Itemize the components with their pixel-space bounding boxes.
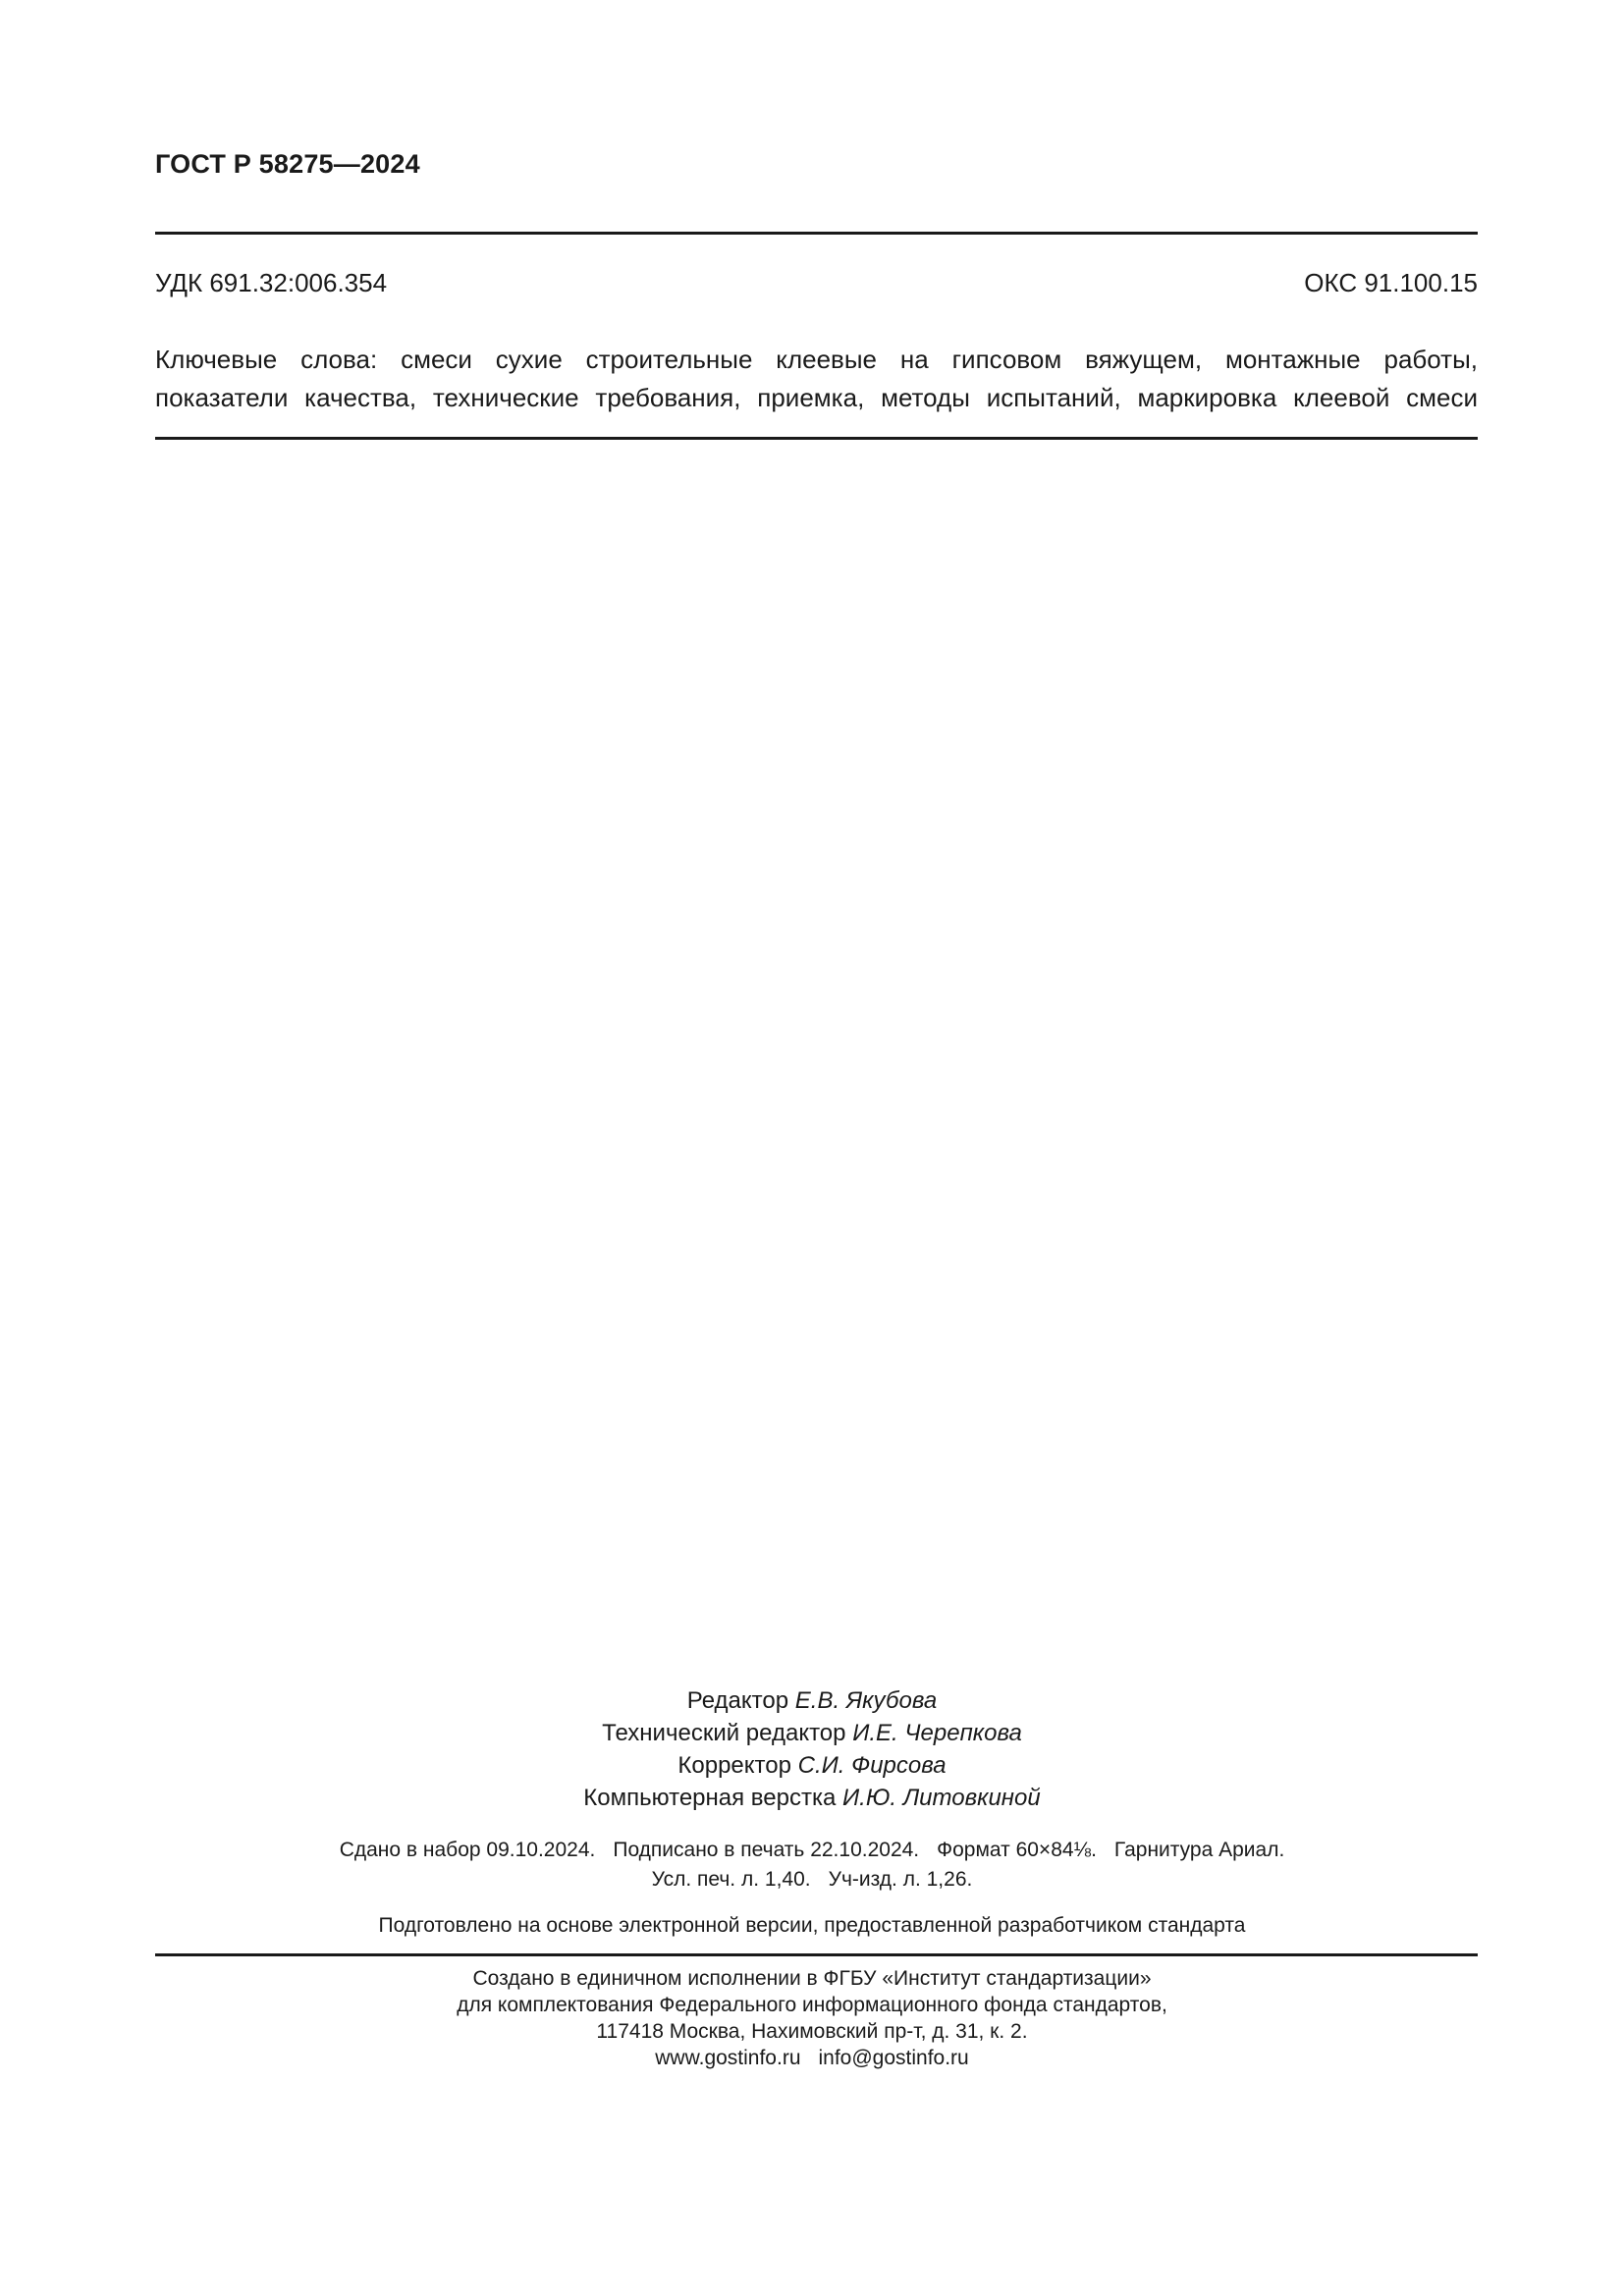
prepared-note: Подготовлено на основе электронной версии, предоставленной разработчиком стандарта — [378, 1914, 1246, 1937]
top-divider — [155, 232, 1478, 235]
tech-editor-credit — [0, 1717, 1624, 1749]
publisher-contacts — [0, 2045, 1624, 2071]
publisher-sheets: Уч-изд. л. 1,26. — [828, 1868, 973, 1891]
email-link[interactable]: info@gostinfo.ru — [818, 2047, 969, 2069]
website-link[interactable]: www.gostinfo.ru — [655, 2047, 801, 2069]
layout-credit — [0, 1782, 1624, 1814]
publisher-divider — [155, 1953, 1478, 1956]
proofreader-credit — [0, 1749, 1624, 1782]
print-sheets: Усл. печ. л. 1,40. — [651, 1868, 811, 1891]
imprint-line-2 — [0, 1865, 1624, 1895]
signed-date: Подписано в печать 22.10.2024. — [613, 1839, 920, 1861]
layout-label: Компьютерная верстка — [583, 1785, 837, 1811]
standard-code-header: ГОСТ Р 58275—2024 — [155, 149, 420, 179]
keywords-line-2: показатели качества, технические требования, приемка, методы испытаний, маркировка клеевой смеси — [155, 383, 1478, 412]
paper-format: Формат 60×84⅛. — [937, 1839, 1097, 1861]
publisher-block — [0, 1965, 1624, 2071]
oks-code: ОКС 91.100.15 — [1304, 268, 1478, 297]
imprint-line-1 — [0, 1836, 1624, 1865]
typeface-info: Гарнитура Ариал. — [1113, 1839, 1285, 1861]
keywords-divider — [155, 437, 1478, 440]
editor-name: Е.В. Якубова — [794, 1687, 938, 1714]
publisher-address: 117418 Москва, Нахимовский пр-т, д. 31, к. 2. — [596, 2020, 1028, 2043]
proofreader-label: Корректор — [677, 1752, 791, 1779]
editor-label: Редактор — [686, 1687, 789, 1714]
tech-editor-label: Технический редактор — [602, 1720, 846, 1746]
classification-row — [155, 268, 1478, 298]
proofreader-name: С.И. Фирсова — [797, 1752, 947, 1779]
credits-block — [0, 1684, 1624, 1814]
keywords-paragraph — [155, 341, 1478, 417]
submitted-date: Сдано в набор 09.10.2024. — [339, 1839, 596, 1861]
tech-editor-name: И.Е. Черепкова — [852, 1720, 1022, 1746]
udk-code: УДК 691.32:006.354 — [155, 268, 388, 297]
publisher-line-1: Создано в единичном исполнении в ФГБУ «Институт стандартизации» — [472, 1967, 1152, 1990]
editor-credit — [0, 1684, 1624, 1717]
layout-name: И.Ю. Литовкиной — [842, 1785, 1041, 1811]
publisher-line-2: для комплектования Федерального информационного фонда стандартов, — [457, 1994, 1167, 2016]
keywords-line-1: Ключевые слова: смеси сухие строительные клеевые на гипсовом вяжущем, монтажные работы, — [155, 345, 1478, 374]
imprint-block — [0, 1836, 1624, 1895]
